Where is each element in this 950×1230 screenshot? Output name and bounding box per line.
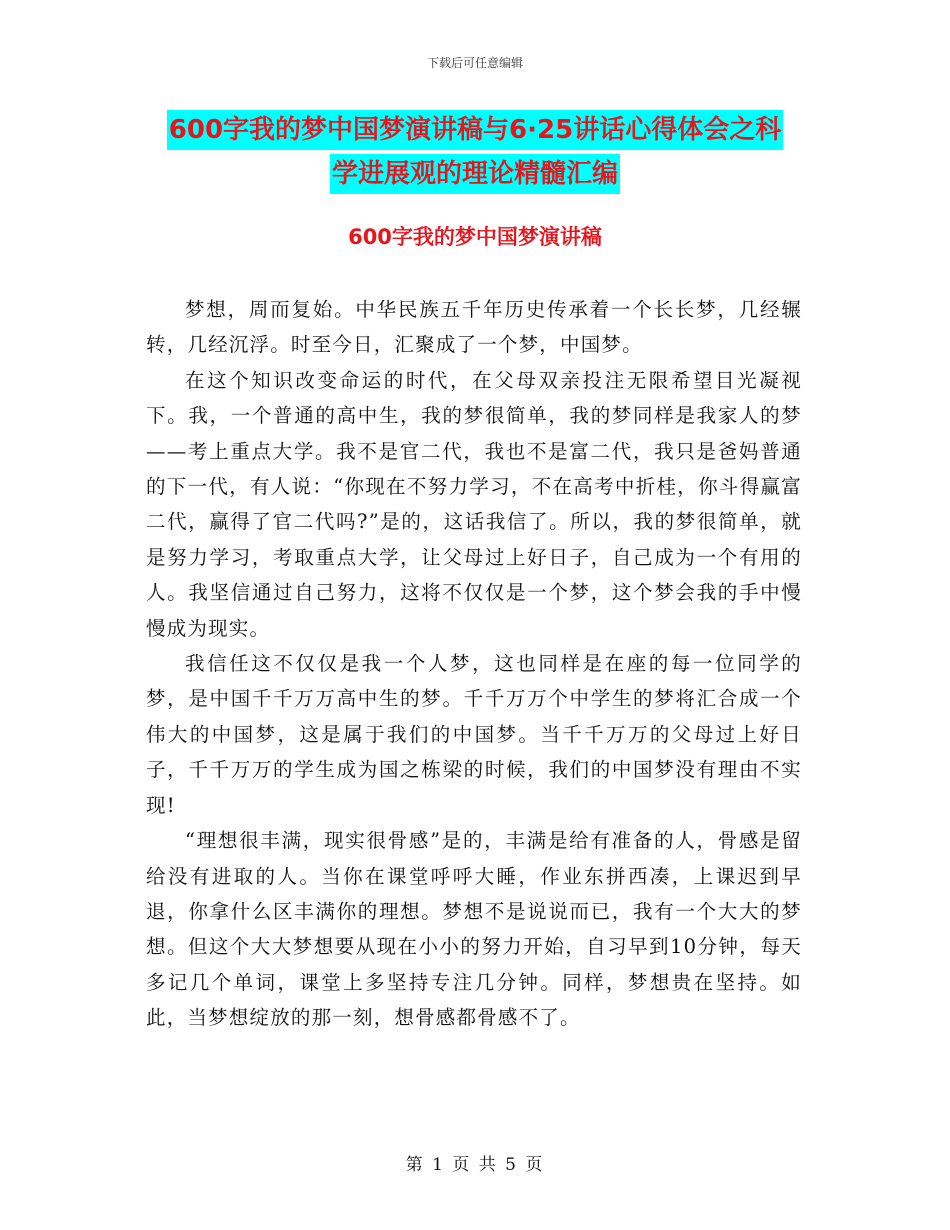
paragraph: “理想很丰满，现实很骨感”是的，丰满是给有准备的人，骨感是留给没有进取的人。当你在课堂呼呼大睡，作业东拼西凑，上课迟到早退，你拿什么区丰满你的理想。梦想不是说说而已，我有一个大大的梦想。但这个大大梦想要从现在小小的努力开始，自习早到10分钟，每天多记几个单词，课堂上多坚持专注几分钟。同样，梦想贵在坚持。如此，当梦想绽放的那一刻，想骨感都骨感不了。 bbox=[146, 829, 802, 1030]
page-number-footer: 第 1 页 共 5 页 bbox=[405, 1155, 545, 1175]
section-title: 600字我的梦中国梦演讲稿 bbox=[348, 225, 602, 249]
paragraph: 梦想，周而复始。中华民族五千年历史传承着一个长长梦，几经辗转，几经沉浮。时至今日，汇聚成了一个梦，中国梦。 bbox=[146, 298, 802, 357]
paragraph: 我信任这不仅仅是我一个人梦，这也同样是在座的每一位同学的梦，是中国千千万万高中生的梦。千千万万个中学生的梦将汇合成一个伟大的中国梦，这是属于我们的中国梦。当千千万万的父母过上好日子，千千万万的学生成为国之栋梁的时候，我们的中国梦没有理由不实现! bbox=[146, 652, 802, 817]
header-note: 下载后可任意编辑 bbox=[426, 56, 523, 70]
main-title-line-1 bbox=[0, 110, 950, 150]
main-title-line-2 bbox=[0, 154, 950, 194]
paragraph: 在这个知识改变命运的时代，在父母双亲投注无限希望目光凝视下。我，一个普通的高中生，我的梦很简单，我的梦同样是我家人的梦——考上重点大学。我不是官二代，我也不是富二代，我只是爸妈普通的下一代，有人说：“你现在不努力学习，不在高考中折桂，你斗得赢富二代，赢得了官二代吗?”是的，这话我信了。所以，我的梦很简单，就是努力学习，考取重点大学，让父母过上好日子，自己成为一个有用的人。我坚信通过自己努力，这将不仅仅是一个梦，这个梦会我的手中慢慢成为现实。 bbox=[146, 368, 802, 640]
body-text bbox=[146, 292, 802, 1036]
main-title-text-2: 学进展观的理论精髓汇编 bbox=[330, 154, 620, 194]
main-title-text-1: 600字我的梦中国梦演讲稿与6·25讲话心得体会之科 bbox=[167, 110, 783, 150]
